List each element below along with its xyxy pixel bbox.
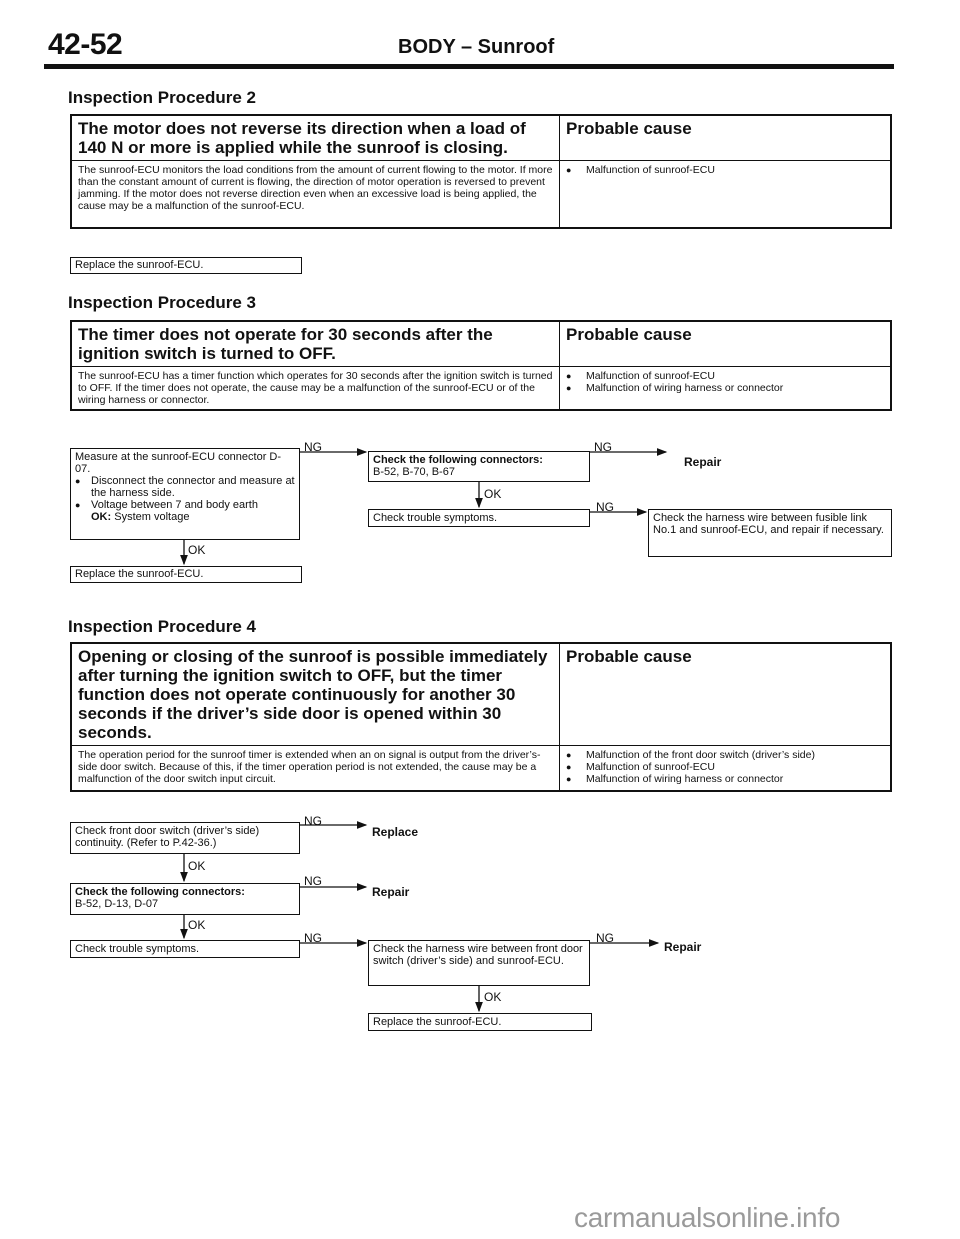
ok-label: OK xyxy=(484,990,502,1004)
ng-label: NG xyxy=(304,931,322,945)
proc4-repair-label: Repair xyxy=(372,885,410,899)
measure-bullet: ● Disconnect the connector and measure at the harness side. xyxy=(75,475,295,499)
proc4-replace-box: Replace the sunroof-ECU. xyxy=(368,1013,592,1031)
proc4-replace-label: Replace xyxy=(372,825,419,839)
ok-label: OK xyxy=(484,487,502,501)
proc2-cause-heading: Probable cause xyxy=(560,115,892,161)
proc4-title: Inspection Procedure 4 xyxy=(68,617,256,636)
proc4-harness-box: Check the harness wire between front door switch (driver’s side) and sunroof-ECU. xyxy=(368,940,590,986)
page-number: 42-52 xyxy=(48,28,123,61)
ng-label: NG xyxy=(596,500,614,514)
ok-label: OK xyxy=(188,543,206,557)
proc2-title: Inspection Procedure 2 xyxy=(68,88,256,107)
proc4-symptoms-box: Check trouble symptoms. xyxy=(70,940,300,958)
proc3-symptom: The timer does not operate for 30 seconds after the ignition switch is turned to OFF. xyxy=(71,321,560,367)
proc4-symptom: Opening or closing of the sunroof is possible immediately after turning the ignition switch to OFF, but the timer function does not operate continuously for another 30 seconds if the driver’s side door is opened within 30 seconds. xyxy=(71,643,560,746)
cause-item: ● Malfunction of wiring harness or connector xyxy=(566,773,884,785)
ok-value: System voltage xyxy=(114,511,190,523)
connectors-list: B-52, D-13, D-07 xyxy=(75,898,159,910)
ng-label: NG xyxy=(304,440,322,454)
connectors-list: B-52, B-70, B-67 xyxy=(373,466,455,478)
proc4-door-switch-box: Check front door switch (driver’s side) continuity. (Refer to P.42-36.) xyxy=(70,822,300,854)
proc2-symptom: The motor does not reverse its direction when a load of 140 N or more is applied while the sunroof is closing. xyxy=(71,115,560,161)
ng-label: NG xyxy=(596,931,614,945)
proc3-repair-label: Repair xyxy=(684,455,722,469)
connectors-title: Check the following connectors: xyxy=(373,454,543,466)
proc3-replace-box: Replace the sunroof-ECU. xyxy=(70,566,302,583)
measure-line: Measure at the sunroof-ECU connector D-07. xyxy=(75,451,282,475)
cause-item: ● Malfunction of wiring harness or connector xyxy=(566,382,884,394)
ng-label: NG xyxy=(594,440,612,454)
proc3-cause-heading: Probable cause xyxy=(560,321,892,367)
proc3-harness-box: Check the harness wire between fusible link No.1 and sunroof-ECU, and repair if necessary. xyxy=(648,509,892,557)
cause-item: ● Malfunction of sunroof-ECU xyxy=(566,370,884,382)
ng-label: NG xyxy=(304,814,322,828)
ok-label: OK xyxy=(188,918,206,932)
cause-item: ● Malfunction of sunroof-ECU xyxy=(566,761,884,773)
proc4-repair-label: Repair xyxy=(664,940,702,954)
proc4-description: The operation period for the sunroof timer is extended when an on signal is output from the driver’s-side door switch. Because of this, if the timer operation period is not extended, the cause may be a malfunction of the door switch input circuit. xyxy=(71,746,560,792)
ng-label: NG xyxy=(304,874,322,888)
proc2-replace-box: Replace the sunroof-ECU. xyxy=(70,257,302,274)
proc4-cause-heading: Probable cause xyxy=(560,643,892,746)
proc3-title: Inspection Procedure 3 xyxy=(68,293,256,312)
connectors-title: Check the following connectors: xyxy=(75,886,245,898)
watermark[interactable]: carmanualsonline.info xyxy=(574,1202,841,1233)
proc3-description: The sunroof-ECU has a timer function which operates for 30 seconds after the ignition switch is turned to OFF. If the timer does not operate, the cause may be a malfunction of the sunroof-ECU or of the wiring harness or connector. xyxy=(71,367,560,411)
cause-item: ● Malfunction of sunroof-ECU xyxy=(566,164,884,176)
measure-bullet-text: Voltage between 7 and body earth xyxy=(91,499,258,511)
page-title: BODY – Sunroof xyxy=(398,36,555,58)
ok-label: OK xyxy=(188,859,206,873)
proc3-symptoms-box: Check trouble symptoms. xyxy=(368,509,590,527)
ok-label: OK: xyxy=(91,511,112,523)
proc2-description: The sunroof-ECU monitors the load conditions from the amount of current flowing to the motor. If more than the constant amount of current is flowing, the direction of motor operation is reversed to prevent jamming. If the motor does not reverse direction even when an excessive load is being applied, the cause may be a malfunction of the sunroof-ECU. xyxy=(71,161,560,229)
cause-item: ● Malfunction of the front door switch (driver’s side) xyxy=(566,749,884,761)
